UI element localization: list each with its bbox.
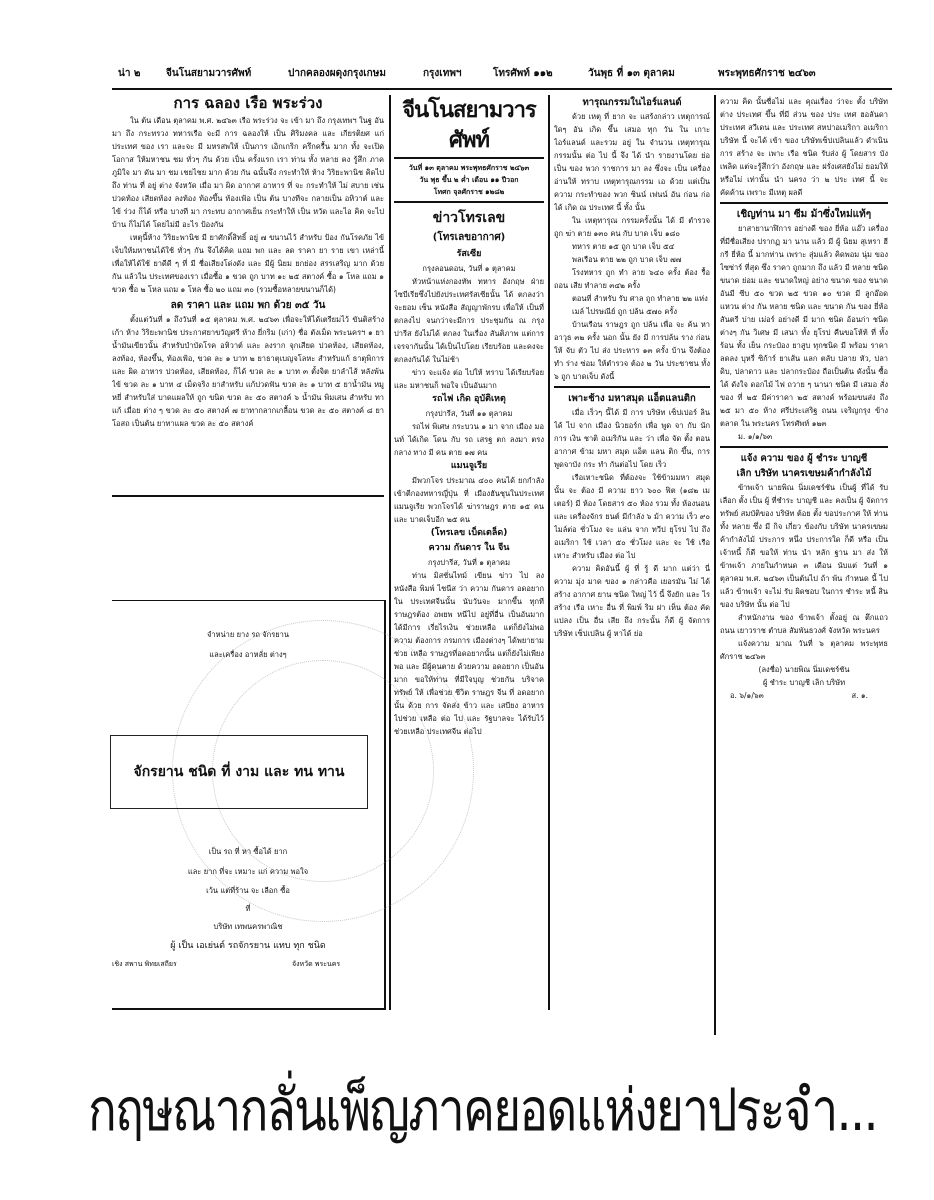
dateline: กรุงปารีส, วันที่ ๑ ตุลาคม bbox=[427, 558, 511, 567]
paragraph: ความ คิด นั้นซื่อไม่ และ คุณเรื่อง ว่าจะ ตั้ง บริษัท ต่าง ประเทศ ขึ้น ที่มี ส่วน ของ ประ เทศ ฮอลันดา ประเทศ สวีเดน และ ประเทศ สหปาอเมริกา อเมริกา บริษัท นี้ จะได้ เข้า ของ บริษัทเซ็ปเปลินแล้ว ดำเนิน การ สร้าง จะ เพาะ เรือ ชนิด รับส่ง ผู้ โดยสาร บังเพลิด แต่จะรู้สึกว่า อังกฤษ และ ฝรั่งเศสยังไม่ ยอมให้ หรือไม่ เท่านั้น นำ นครง ว่า ๒ ประ เทศ นี้ จะ คัดค้าน เพราะ มีเหตุ ผลดี bbox=[720, 97, 888, 197]
ad-address-left: เชิง สพาน พิทยเสถียร bbox=[112, 960, 177, 968]
paragraph: เรือเหาะชนิด ที่ต้องจะ ใช้ข้ามมหา สมุด นั้น จะ ต้อง มี ความ ยาว ๖๐๐ ฟิต (๑๘๒ เมเตอร์) มี ห้อง โดยสาร ๕๐ ห้อง รวม ทั้ง ห้องนอน และ เครื่องจักร ยนต์ มีกำลัง ๖ ม้า ความ เร็ว ๙๐ ไมล์ต่อ ชั่วโมง จะ แล่น จาก ทวีป ยุโรป ไป ถึง อเมริกา ใช้ เวลา ๕๐ ชั่วโมง และ จะ ใช้ เรือ เหาะ สำหรับ เมือง ต่อ ไป bbox=[554, 473, 710, 560]
section-source: (โทรเลขอากาศ) bbox=[432, 232, 506, 243]
masthead-rule bbox=[394, 201, 544, 203]
paragraph: ความ คิดอันนี้ ผู้ ที่ รู้ ดี มาก แต่ว่า นี่ ความ มุ่ง มาด ของ ๑ กล่าวคือ เยอรมัน ไม่ ได้ สร้าง อากาศ ยาน ชนิด ใหญ่ ไว้ นี้ จึงยัก และ ไร สร้าง เรือ เหาะ อื่น ที่ พิมพ์ ริม ฝา เห็น ต้อง คัด แปลง เป็น อื่น เสีย ถึง กระนั้น ก็ดี ผู้ จัดการ บริษัท เซ็ปเปลิน ผู้ หาได้ ย่อ bbox=[554, 564, 710, 638]
headline: การ ฉลอง เรือ พระร่วง bbox=[173, 94, 323, 112]
paragraph: เมล์ ไปรษณีย์ ถูก ปล้น ๕๗๐ ครั้ง bbox=[572, 307, 678, 316]
signature: (ลงชื่อ) นายพิณ นิ่มเดชร์ชัน bbox=[758, 665, 850, 674]
city: กรุงเทพฯ bbox=[423, 68, 462, 79]
paragraph: หัวหน้าแห่งกองทัพ ทหาร อังกฤษ ฝ่าย ไซบีเรียซึ่งไปยังประเทศรัสเซียนั้น ได้ ตกลงว่าจะยอม เซ็น หนังสือ สัญญาพักรบ เพื่อให้ เป็นที่ตกลงไป จนกว่าจะมีการ ประชุมกัน ณ กรุงปารีส ยังไม่ได้ ตกลง ในเรื่อง สันติภาพ แต่การ เจรจากันนั้น ได้เป็นไปโดย เรียบร้อย และคงจะ ตกลงกันได้ ในไม่ช้า bbox=[394, 277, 544, 364]
paragraph: รถไฟ พิเศษ กระบวน ๑ มา จาก เมือง มอนท์ ได้เกิด โดน กับ รถ เสรฐ ตก ลงมา ตรง กลาง ทาง มี คน ตาย ๑๗ คน bbox=[394, 422, 544, 457]
masthead-era: โทศก จุลศักราช ๑๒๘๒ bbox=[433, 188, 505, 196]
running-header bbox=[118, 64, 888, 84]
paragraph: ม. ๑/๑/๖๓ bbox=[738, 432, 773, 441]
headline: เพาะช้าง มหาสมุด แอ็ตแลนติก bbox=[568, 393, 696, 404]
paragraph: เหตุนี้ห้าง วิริยะพานิช มี ยาศักดิ์สิทธิ์ อยู่ ๗ ขนานไว้ สำหรับ ป้อง กันโรคภัย ไข้ เจ็บให้มหาชนได้ใช้ ทั่วๆ กัน จึงได้คิด แถม พก และ ลด ราคา ยา ราย เขา เหล่านี้ เพื่อให้ได้ใช้ ยาดีดี ๆ ที่ มี ชื่อเสียงโด่งดัง และ มีผู้ นิยม ยกย่อง สรรเสริญ มาก ด้วย กัน แล้วใน ประเทศของเรา เมื่อซื้อ ๑ ขวด ถูก บาท ๑ะ ๒๕ สตางค์ ซื้อ ๑ โหล แถม ๑ ขวด ซื้อ ๒ โหล แถม ๑ โหล ซื้อ ๒๐ แถม ๓๐ (รวมซื้อหลายขนานก็ได้) bbox=[112, 233, 384, 294]
year: พระพุทธศักราช ๒๔๖๓ bbox=[718, 68, 816, 79]
ad-line: และ ยาก ที่จะ เหมาะ แก่ ความ พอใจ bbox=[187, 867, 309, 876]
headline: แจ้ง ความ ของ ผู้ ชำระ บาญชี bbox=[740, 453, 868, 464]
ad-address-right: จังหวัด พระนคร bbox=[292, 960, 341, 968]
region-heading: ความ กันดาร ใน จีน bbox=[428, 543, 510, 553]
section-rule bbox=[112, 495, 384, 497]
paragraph: ด้วย เหตุ ที่ ยาก จะ แสร้งกล่าว เหตุการณ์ ใดๆ อัน เกิด ขึ้น เสมอ ทุก วัน ใน เกาะ ไอร์แลนด์ และรวม อยู่ ใน จำนวน เหตุทารุณ กรรมนั้น ต่อ ไป นี้ จึง ได้ นำ รายงานโดย ย่อ เป็น ของ พวก ราชการ มา ลง ซึ่งจะ เป็น เครื่อง อ่านให้ ทราบ เหตุทารุณกรรม เอ ด้วย แต่เป็น ความ กระทำของ พวก ซินน์ เฟนน์ อัน ก่อน ก่อ ได้ เกิด ณ ประเทศ นี้ ทั้ง นั้น bbox=[554, 112, 710, 212]
news-column-ireland bbox=[554, 95, 710, 1010]
paragraph: ท่าน มิสชั่นไทม์ เขียน ข่าว ไป ลง หนังสือ พิมพ์ ไชนีส ว่า ความ กันดาร อดอยาก ใน ประเทศจีนนั้น นับวันจะ มากขึ้น ทุกที ราษฎรต้อง อพยพ หนีไป อยู่ที่อื่น เป็นอันมาก ได้มีการ เรี่ยไรเงิน ช่วยเหลือ แต่ก็ยังไม่พอ ความ ต้องการ กรมการ เมืองต่างๆ ได้พยายามช่วย เหลือ ราษฎรที่อดอยากนั้น แต่ก็ยังไม่เพียงพอ และ มีผู้คนตาย ด้วยความ อดอยาก เป็นอันมาก ขอให้ท่าน ที่มีใจบุญ ช่วยกัน บริจาค ทรัพย์ ให้ เพื่อช่วย ชีวิต ราษฎร จีน ที่ อดอยาก นั้น ด้วย การ จัดส่ง ข้าว และ เสบียง อาหาร ไปช่วย เหลือ ต่อ ไป และ รัฐบาลจะ ได้รับไว้ ช่วยเหลือ ประเทศจีน ต่อไป bbox=[394, 571, 544, 736]
masthead-date: วันที่ ๑๓ ตุลาคม พระพุทธศักราช ๒๔๖๓ bbox=[408, 164, 530, 172]
paragraph: ตั้งแต่วันที่ ๑ ถึงวันที่ ๑๕ ตุลาคม พ.ศ. ๒๔๖๓ เพื่อจะให้ได้เตรียมไว้ ขันติสร้างเก้า ห้าง วิริยะพานิช ประกาศยาขวัญศรี ห้าง ยี่กริม (เก่า) ชื่อ ตังเม็ด พระนครฯ ๑ ยาน้ำมันเขียวนั้น สำหรับบำบัดโรค อหิวาต์ และ ลงราก จุกเสียด ปวดท้อง, เสียดท้อง, ลงท้อง, ท้องขึ้น, ท้องเฟ้อ, ขวด ละ ๑ บาท ๒ ยาธาตุเบญจโลหะ สำหรับแก้ ธาตุพิการ และ ผิด อาหาร ปวดท้อง, เสียดท้อง, ก็ได้ ขวด ละ ๑ บาท ๓ ตั้งจิต ยาลำไส้ หลังพ้นไข้ ขวด ละ ๑ บาท ๔ เม็ดจริง ยาสำหรับ แก้ปวดฟัน ขวด ละ ๑ บาท ๕ ยาน้ำมัน หมูหยี่ สำหรับใส่ บาดแผลให้ ถูก ขนิด ขวด ละ ๕๐ สตางค์ ๖ น้ำมัน พิมเสน สำหรับ ทา แก้ เมื่อย ต่าง ๆ ขวด ละ ๕๐ สตางค์ ๗ ยาทากลากเกลื้อน ขวด ละ ๕๐ สตางค์ ๘ ยาโอสถ เป็นต้น ยาทาแผล ขวด ละ ๕๐ สตางค์ bbox=[112, 315, 384, 428]
banner-advert: กฤษณากลั่นเพ็ญภาคยอดแห่งยาประจำ... bbox=[88, 1076, 877, 1144]
header-rule bbox=[112, 88, 892, 90]
ad-line: เว้น แต่ที่ร้าน จะ เลือก ซื้อ bbox=[206, 886, 290, 895]
ad-title: จักรยาน ชนิด ที่ งาม และ ทน ทาน bbox=[133, 764, 345, 780]
region-heading: รัสเซีย bbox=[456, 249, 482, 259]
paper-name: จีนโนสยามวารศัพท์ bbox=[166, 68, 252, 79]
paragraph: พลเรือน ตาย ๒๒ ถูก บาด เจ็บ ๗๗ bbox=[572, 255, 682, 264]
ad-line: จำหน่าย ยาง รถ จักรยาน bbox=[207, 630, 289, 639]
headline: ทารุณกรรมในไอร์แลนด์ bbox=[582, 97, 682, 108]
paragraph: ใน ต้น เดือน ตุลาคม พ.ศ. ๒๔๖๓ เรือ พระร่วง จะ เข้า มา ถึง กรุงเทพฯ ในฐ อัน มา ถึง กระทรวง ทหารเรือ จะมี การ ฉลองให้ เป็น ศิริมงคล และ เกียรติยศ แก่ ประเทศ ของ เรา และจะ มี มหรสพให้ เป็นการ เอิกเกริก ครึกครื้น มาก ทั้ง จะเปิดโอกาส ให้มหาชน ชม ทั่วๆ กัน ด้วย เป็น ครั้งแรก เรา ท่าน ทั้ง หลาย คง รู้สึก ภาคภูมิใจ มา ดัน มา ชม เชยไชย มาก ด้วย กัน ฉนั้นจึง กระทำให้ ห้าง วิริยะพานิช คิดไป ถึง ท่าน ที่ อยู่ ต่าง จังหวัด เมื่อ มา ผิด อากาศ อาหาร ที่ จะ กระทำให้ ไม่ สบาย เช่น ปวดท้อง เสียดท้อง ลงท้อง ท้องขึ้น ท้องเฟ้อ เป็น ต้น บางทีจะ กลายเป็น อหิวาต์ และ ไข้ ร่วง ก็ได้ หรือ บางที มา กระทบ อากาศเย็น กระทำให้ เป็น หวัด และไอ คิด จะไป บ้าน ก็ไม่ได้ โดยไม่มี อะไร ป้องกัน bbox=[112, 116, 384, 229]
phone: โทรศัพท์ ๑๑๒ bbox=[493, 68, 553, 79]
ad-title-box bbox=[110, 735, 368, 809]
masthead-lunar-date: วัน พุธ ขึ้น ๒ ค่ำ เดือน ๑๑ ปีวอก bbox=[419, 176, 519, 184]
section-rule bbox=[554, 386, 710, 388]
column-divider bbox=[548, 95, 550, 1010]
news-column-telegraph bbox=[394, 95, 544, 1010]
ad-line: เป็น รถ ที่ หา ซื้อได้ ยาก bbox=[208, 847, 288, 856]
advert-bicycle bbox=[112, 600, 387, 1020]
footnote-left: อ. ๖/๑/๖๓ bbox=[730, 691, 764, 700]
paragraph: ข้าพเจ้า นายพิณ นิ่มเดชร์ชัน เป็นผู้ ที่ได้ รับ เลือก ตั้ง เป็น ผู้ ที่ชำระ บาญชี และ คงเป็น ผู้ จัดการ ทรัพย์ สมบัติของ บริษัท ต้อย ตั้ง ขอประกาศ ให้ ท่าน ทั้ง หลาย ซึ่ง มี กิจ เกี่ยว ข้องกับ บริษัท นาครเขษมค้ากำลังไม้ ประการ หนึ่ง ประการใด ก็ดี หรือ เป็น เจ้าหนี้ ก็ดี ขอให้ ท่าน นำ หลัก ฐาน มา ส่ง ให้ ข้าพเจ้า ภายในกำหนด ๓ เดือน นับแต่ วันที่ ๑ ตุลาคม พ.ศ. ๒๔๖๓ เป็นต้นไป ถ้า พ้น กำหนด นี้ ไป แล้ว ข้าพเจ้า จะไม่ รับ ผิดชอบ ในการ ชำระ หนี้ สิน ของ บริษัท นั้น ต่อ ไป bbox=[720, 483, 888, 609]
paragraph: สำหนักงาน ของ ข้าพเจ้า ตั้งอยู่ ณ ตึกแถว ถนน เยาวราช ตำบล สัมพันธวงศ์ จังหวัด พระนคร bbox=[720, 613, 888, 635]
paragraph: เมื่อ เร็วๆ นี้ได้ มี การ บริษัท เซ็ปเปอร์ ลิน ได้ ไป จาก เมือง นิวยอร์ก เพื่อ พูด จา กับ นัก การ เงิน ชาติ อเมริกัน และ ว่า เพื่อ จัด ตั้ง ตอน อากาศ ข้าม มหา สมุด แอ็ต แลน ติก ขึ้น, การ พูดจาบัง กระ ทำ กันต่อไป โดย เร็ว bbox=[554, 408, 710, 469]
masthead-rule bbox=[394, 157, 544, 159]
paragraph: ใน เหตุทารุณ กรรมครั้งนั้น ได้ มี ตำรวจ ถูก ฆ่า ตาย ๑๓๐ คน กับ บาด เจ็บ ๑๘๐ bbox=[554, 216, 710, 238]
paragraph: แจ้งความ มาณ วันที่ ๖ ตุลาคม พระพุทธ ศักราช ๒๔๖๓ bbox=[720, 639, 888, 661]
paragraph: บ้านเรือน ราษฎร ถูก ปล้น เพื่อ จะ ค้น หาอาวุธ ๓๒ ครั้ง นอก นั้น ยัง มี การปล้น ราง ก่อน ให้ จับ ตัว ไป ส่ง ประหาร ๑๓ ครั้ง บ้าน จึงต้องทำ ร่าง ซ่อม ให้ตำรวจ ต้อง ๒ วัน ประชาชน ทั้ง ๖ ถูก บาดเจ็บ ดังนี้ bbox=[554, 320, 710, 381]
ad-agent: ผู้ เป็น เอเย่นต์ รถจักรยาน แทบ ทุก ชนิด bbox=[170, 941, 326, 951]
dateline: กรุงลอนดอน, วันที่ ๑ ตุลาคม bbox=[422, 264, 516, 273]
ad-bottom-rule bbox=[112, 1008, 386, 1010]
paragraph: ยาสายานาฬิการ อย่างดี ของ ยี่ห้อ แอ๊ว เครื่อง ที่มีชื่อเสียง ปรากฏ มา นาน แล้ว มี ผู้ นิยม สุเหรา ฮีกรี ยี่ห้อ นี้ มากท่าน เพราะ สุ่มแล้ว คิดพอม นุ่ม ของไซซ่าร์ ที่สุด ซึ่ง ราคา ถูกมาก ถึง แล้ว มี หลาย ชนิด ขนาด ย่อม และ ขนาดใหญ่ อย่าง ขนาด ของ ขนาดอันมี ซีบ ๕๐ ขวด ๒๕ ขวด ๑๐ ขวด มี ลูกอ๊อด แหวน ต่าง กัน หลาย ชนิด และ ขนาด กัน ของ ยี่ห้อ สันตรี บ่าย เม่อร์ อย่างดี มี มาก ชนิด อ้อนก่า ชนิด ต่างๆ กัน วิเศษ มี เสนา ทั้ง ยุโรป คืนขอโห้ท้ ที่ ทั้ง ร้อน ทั้ง เย็น กระป๋อง ยาสูบ ทุกชนิด มี พร้อม ราคาลดลง บุหรี่ ซิก้าร์ ยาเส้น แลก ตลับ ปลาย หัว, ปลาดิบ, ปลาดาว และ ปลากระป๋อง ถือเป็นต้น ดังนั้น ซื้อ ได้ ดังใจ ดอกไม้ ไฟ ถวาย ๆ นานา ชนิด มี เสมอ สั่งของ ที่ ๒๕ มีค่าราคา ๒๕ สตางค์ พร้อมขนส่ง ถึง ๒๕ มา ๕๐ ห้าง ศรีประเสริฐ ถนน เจริญกรุง ข้าง ตลาด ใน พระนคร โทรศัพท์ ๑๒๓ bbox=[720, 224, 888, 428]
paragraph: โรงทหาร ถูก ทำ ลาย ๖๔๐ ครั้ง ต้อง รื้อ ถอน เสีย ทำลาย ๓๔๒ ครั้ง bbox=[554, 268, 710, 290]
headline: เชิญท่าน มา ซีม ม้าซึ่งใหม่แท้ๆ bbox=[736, 209, 872, 220]
column-divider bbox=[714, 95, 716, 1035]
subheadline: ลด ราคา และ แถม พก ด้วย ๓๕ วัน bbox=[170, 300, 326, 311]
ad-line: ที่ bbox=[245, 904, 251, 913]
signature-title: ผู้ ชำระ บาญชี เลิก บริษัท bbox=[762, 678, 846, 687]
ad-line: และเครื่อง อาหลั่ย ต่างๆ bbox=[209, 650, 287, 659]
article-boat-celebration bbox=[112, 92, 384, 492]
paragraph: ทหาร ตาย ๑๕ ถูก บาด เจ็บ ๕๔ bbox=[572, 242, 675, 251]
footnotes bbox=[720, 689, 888, 702]
page-number: น่า ๒ bbox=[118, 68, 141, 79]
ad-company: บริษัท เทพนครพาณิช bbox=[213, 922, 283, 931]
news-column-ads bbox=[720, 95, 888, 1045]
footnote-right: ส. ๑. bbox=[851, 691, 868, 700]
section-title: ข่าวโทรเลข bbox=[432, 210, 506, 226]
slogan: ปากคลองผดุงกรุงเกษม bbox=[288, 68, 386, 79]
region-heading: แมนจูเรีย bbox=[450, 461, 488, 471]
paragraph: ข่าว จะแจ้ง ต่อ ไปให้ ทราบ ได้เรียบร้อย และ มหาชนก็ พอใจ เป็นอันมาก bbox=[394, 368, 544, 390]
section-rule bbox=[720, 446, 888, 448]
masthead-title: จีนโนสยามวารศัพท์ bbox=[402, 97, 536, 153]
region-heading: รถไฟ เกิด อุบัติเหตุ bbox=[432, 394, 506, 404]
paragraph: มีพวกโจร ประมาณ ๔๐๐ คนได้ ยกกำลัง เข้าตีกองทหารญี่ปุ่น ที่ เมืองฮันชุนในประเทศ แมนจูเรีย พวกโจรได้ ฆ่าราษฎร ตาย ๑๕ คน และ บาดเจ็บอีก ๒๕ คน bbox=[394, 476, 544, 524]
section-rule bbox=[720, 202, 888, 204]
dateline: กรุงปารีส, วันที่ ๑๑ ตุลาคม bbox=[425, 409, 513, 418]
paragraph: ตอนที่ สำหรับ รับ ศาล ถูก ทำลาย ๒๒ แห่ง bbox=[572, 294, 708, 303]
region-heading: (โทรเลข เบ็ดเตล็ด) bbox=[430, 528, 508, 538]
ad-top-rule bbox=[112, 600, 384, 601]
headline: เลิก บริษัท นาครเขษมค้ากำลังไม้ bbox=[736, 468, 872, 479]
date: วันพุธ ที่ ๑๓ ตุลาคม bbox=[588, 68, 675, 79]
